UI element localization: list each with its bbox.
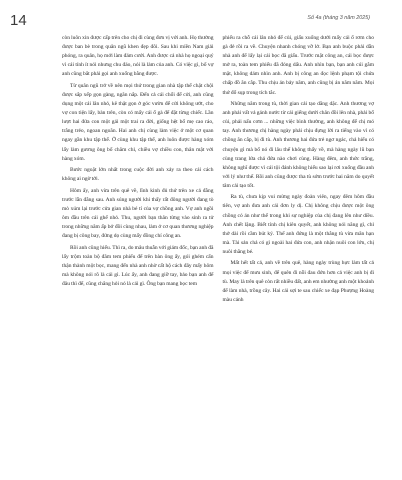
- paragraph: Bước ngoặt lớn nhất trong cuộc đời anh xảy ra theo cái cách không ai ngờ tới.: [62, 167, 214, 183]
- paragraph: Ra tù, chưa kịp vui mừng ngày đoàn viên, ngay đêm hôm đầu tiên, vợ anh đưa anh cái đơn ly dị. Chị không chịu được một ông chồng có án như thế trong khi sự nghiệp của chị đang lên như diều. Anh chết lặng. Biết tính chị kiên quyết, anh không nói năng gì, chỉ thở dài rồi cầm bút ký. Thế anh đứng là một thằng tù vừa mãn hạn mà. Tài sản chả có gì ngoài hai đứa con, anh nhận nuôi con lớn, chị nuôi thằng bé.: [222, 194, 374, 255]
- paragraph: còn luôn xin được cấp trên cho chị đi cùng đơn vị với anh. Họ thường được ban bè trong quân ngũ khen đẹp đôi. Sau khi miền Nam giải phóng, ra quân, họ mới làm đám cưới. Anh được cả nhà họ ngoại quý vì cái tính ít nói nhưng chu đáo, nói là làm của anh. Có việc gì, bố vợ anh cũng bắt phải gọi anh xuống bằng được.: [62, 35, 214, 78]
- right-column: [223, 34, 375, 307]
- paragraph: phiếu ra chỗ cái lân nhỏ để củi, giấu xuống dưới mấy cái ổ rơm cho gà đẻ rồi ra về. Chuyện nhanh chóng vỡ lở. Bạn anh buộc phải dẫn nhà anh để lấy lại cái bọc đã giấu. Trước mặt công an, cái bọc được mở ra, toàn tem phiếu đã đóng dấu. Anh nhìn bạn, bạn anh cúi gằm mặt, không dám nhìn anh. Anh bị công an đọc lệnh phạm tội chứa chấp đồ ăn cắp. Thu chịu án bảy năm, anh cũng bị án năm năm. Mọi thứ đổ sụp trong tích tắc.: [222, 35, 374, 96]
- paragraph: Hôm ấy, anh vừa trên quê về, lĩnh kinh đủ thứ trên xe cả đằng trước lẫn đằng sau. Anh súng người khi thấy rất đông người đang tò mò xúm lại trước cửa gian nhà bé tí của vợ chồng anh. Vợ anh ngồi ôm đầu trên cái ghế nhỏ. Thu, người bạn thân từng vào sinh ra tử trong những năm ấp bở đồi cùng nhau, làm ở cơ quan thương nghiệp đang bị công bay, đứng dọ cùng mấy đồng chí công an.: [62, 187, 214, 240]
- paragraph: Từ quân ngũ trở về nên mọi thứ trong gian nhà tập thể chật chội được sắp xếp gọn gàng, ngăn nắp. Đến cả cái chổi để cửi, anh cũng dụng một cái lân nhỏ, kê thật gọn ở góc vườn để cửi không ướt, cho vợ con tiện lấy, bàn trên, còn có mấy cái ổ gà để đặt từng chiếc. Lần lượt hai đứa con một gái một trai ra đời, giống hệt bố mẹ cao ráo, trắng trẻo, ngoan ngoãn. Hai anh chị cùng làm việc ở một cơ quan ngay gần khu tập thể. Ở cùng khu tập thể, anh luôn được hàng xóm lấy làm gương ông bố chăm chỉ, chiều vợ chiều con, thân mật với hàng xóm.: [62, 82, 214, 162]
- paragraph: Rồi anh cũng hiểu. Thì ra, do mâu thuẫn với giám đốc, bạn anh đã lấy trộm toàn bộ đâm tem phiếu để trên bàn ông ấy, gói ghém cẩn thận thành một bọc, mang đến nhà anh nhờ cất hộ cách đây mấy hôm mà không nói rõ là cái gì. Lúc ấy, anh đang giỡ tay, bảo bạn anh để đâu thì để, cũng chẳng hỏi nó là cái gì. Ông bạn mang bọc tem: [62, 244, 214, 287]
- issue-info: Số 4a (tháng 3 năm 2025): [307, 15, 370, 21]
- paragraph: Những năm trong tù, thời gian cải tạo dằng dặc. Anh thương vợ anh phải vất vả gánh nước từ cái giếng dưới chân đồi lên nhà, phải bổ củi, phải nấu cơm ... những việc bình thường, anh không để chị mó tay. Anh thương chị hàng ngày phải chịu đựng lời ra tiếng vào vì có chồng ăn cắp, bị đi tù. Anh thương hai đứa trẻ ngơ ngác, chả hiểu có chuyện gì mà bố nó đi lâu thế không thấy về, mà hàng ngày lũ bạn cùng trang lứa chả đứa nào chơi cùng. Hàng đêm, anh thức trắng, không nghĩ được vì cái tội đánh không hiểu sao lại rơi xuống đầu anh với lý như thế. Rồi anh cũng được tha tù sớm trước hai năm do quyết tâm cải tạo tốt.: [222, 101, 374, 189]
- article-body: [62, 34, 374, 307]
- paragraph: Mất hết tất cả, anh về trên quê, hàng ngày trùng hực làm tất cả mọi việc để mưu sinh, để quên đi nỗi đau đớn hơn cả việc anh bị đi tù. May là trên quê còn rất nhiều đất, anh em nhường anh một khoảnh để làm nhà, trồng cây. Hai cái sợi te sau chiếc xe đạp Phượng Hoàng màu cánh: [222, 260, 374, 303]
- page-number: 14: [10, 12, 27, 29]
- left-column: [62, 34, 214, 307]
